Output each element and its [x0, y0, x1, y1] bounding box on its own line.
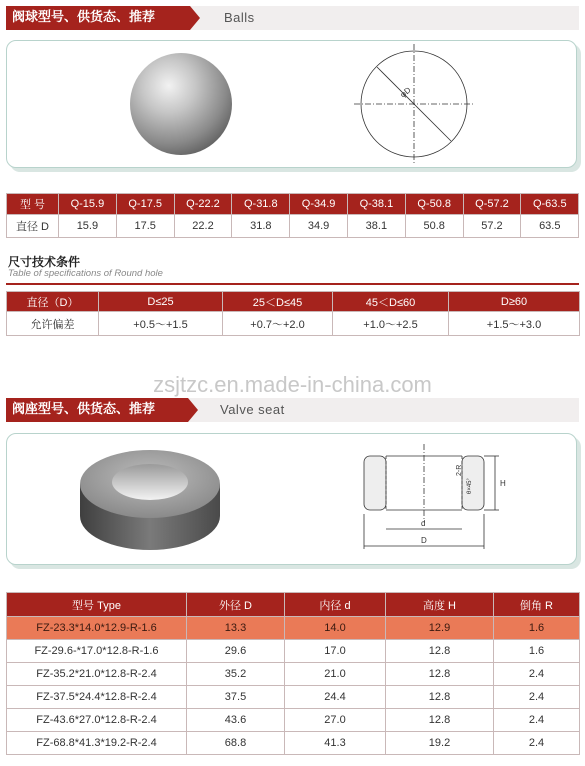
row-label: 直径 D: [7, 215, 59, 238]
ball-drawing: [354, 44, 474, 164]
seat-outer-dia: 29.6: [187, 640, 285, 663]
seat-title-cn: 阀座型号、供货态、推荐: [6, 398, 188, 422]
balls-image-panel: [6, 40, 577, 168]
seat-height: 12.8: [386, 663, 494, 686]
seat-chamfer: 2.4: [494, 686, 580, 709]
seat-outer-dia: 35.2: [187, 663, 285, 686]
balls-title-cn: 阀球型号、供货态、推荐: [6, 6, 190, 30]
ball-model: Q-31.8: [232, 194, 290, 215]
tolerance-value: +0.7～+2.0: [223, 312, 333, 336]
seat-header-cell: 倒角 R: [494, 593, 580, 617]
seat-outer-dia: 13.3: [187, 617, 285, 640]
balls-title-en: Balls: [224, 10, 255, 25]
seat-table-row: [7, 686, 580, 709]
tolerance-value: +0.5～+1.5: [99, 312, 223, 336]
ball-diameter: 38.1: [347, 215, 405, 238]
seat-type: FZ-37.5*24.4*12.8-R-2.4: [7, 686, 187, 709]
tolerance-table: [6, 291, 580, 336]
balls-model-row: [7, 194, 579, 215]
seat-height: 12.8: [386, 686, 494, 709]
tolerance-value: +1.0～+2.5: [333, 312, 449, 336]
seat-type: FZ-35.2*21.0*12.8-R-2.4: [7, 663, 187, 686]
seat-chamfer: 2.4: [494, 663, 580, 686]
ball-model: Q-34.9: [290, 194, 348, 215]
ball-diameter: 34.9: [290, 215, 348, 238]
tolerance-header-cell: 45＜D≤60: [333, 292, 449, 312]
seat-chamfer: 1.6: [494, 617, 580, 640]
tolerance-title-cn: 尺寸技术条件: [8, 255, 81, 269]
seat-header-row: [7, 593, 580, 617]
tolerance-row-label: 允许偏差: [7, 312, 99, 336]
seat-title-en: Valve seat: [220, 402, 285, 417]
seat-radius-label: 2-R: [456, 464, 463, 476]
seat-table-row: [7, 732, 580, 755]
seat-header-cell: 高度 H: [386, 593, 494, 617]
seat-inner-dia: 41.3: [285, 732, 386, 755]
seat-height: 19.2: [386, 732, 494, 755]
seat-type: FZ-29.6-*17.0*12.8-R-1.6: [7, 640, 187, 663]
balls-illustration: [7, 41, 576, 167]
ball-diameter: 57.2: [463, 215, 521, 238]
seat-height: 12.9: [386, 617, 494, 640]
ball-diameter: 17.5: [116, 215, 174, 238]
ball-diameter: 22.2: [174, 215, 232, 238]
row-label: 型 号: [7, 194, 59, 215]
seat-chamfer: 2.4: [494, 709, 580, 732]
seat-section-header: [6, 398, 579, 422]
ball-diameter: 15.9: [59, 215, 117, 238]
tolerance-header-cell: 直径（D）: [7, 292, 99, 312]
seat-chamfer-label: θ×45°: [467, 478, 473, 494]
seat-chamfer: 2.4: [494, 732, 580, 755]
balls-header-arrow: [190, 6, 200, 30]
seat-spec-table: [6, 592, 580, 755]
seat-outer-dia: 37.5: [187, 686, 285, 709]
seat-table-row: [7, 640, 580, 663]
tolerance-header-cell: D≤25: [99, 292, 223, 312]
tolerance-header-cell: 25＜D≤45: [223, 292, 333, 312]
seat-table-row: [7, 709, 580, 732]
seat-header-cell: 外径 D: [187, 593, 285, 617]
tolerance-header-row: [7, 292, 580, 312]
ball-model: Q-57.2: [463, 194, 521, 215]
seat-header-cell: 型号 Type: [7, 593, 187, 617]
seat-inner-dia: 21.0: [285, 663, 386, 686]
seat-header-cell: 内径 d: [285, 593, 386, 617]
tolerance-title-en: Table of specifications of Round hole: [8, 268, 163, 279]
seat-inner-dia: 24.4: [285, 686, 386, 709]
ball-model: Q-17.5: [116, 194, 174, 215]
balls-section-header: [6, 6, 579, 30]
tolerance-value-row: [7, 312, 580, 336]
seat-type: FZ-23.3*14.0*12.9-R-1.6: [7, 617, 187, 640]
balls-spec-table: [6, 193, 579, 238]
ball-diameter: 50.8: [405, 215, 463, 238]
seat-outer-dia: 68.8: [187, 732, 285, 755]
ball-model: Q-50.8: [405, 194, 463, 215]
balls-diameter-row: [7, 215, 579, 238]
valve-seat-ring-image: [80, 450, 220, 550]
seat-illustration: [7, 434, 576, 564]
ball-diameter-label: φD: [398, 85, 413, 100]
seat-table-row: [7, 617, 580, 640]
tolerance-value: +1.5～+3.0: [449, 312, 580, 336]
valve-seat-drawing: [364, 444, 499, 549]
seat-chamfer: 1.6: [494, 640, 580, 663]
seat-height: 12.8: [386, 709, 494, 732]
seat-inner-dia: 27.0: [285, 709, 386, 732]
ball-model: Q-63.5: [521, 194, 579, 215]
seat-type: FZ-68.8*41.3*19.2-R-2.4: [7, 732, 187, 755]
steel-ball-image: [130, 53, 232, 155]
seat-header-arrow: [188, 398, 198, 422]
seat-inner-dia-label: d: [421, 519, 426, 528]
seat-height-label: H: [500, 479, 506, 488]
ball-model: Q-15.9: [59, 194, 117, 215]
seat-type: FZ-43.6*27.0*12.8-R-2.4: [7, 709, 187, 732]
tolerance-divider: [6, 283, 579, 285]
seat-table-row: [7, 663, 580, 686]
seat-outer-dia: 43.6: [187, 709, 285, 732]
watermark-text: zsjtzc.en.made-in-china.com: [153, 372, 432, 397]
ball-model: Q-22.2: [174, 194, 232, 215]
seat-height: 12.8: [386, 640, 494, 663]
ball-diameter: 63.5: [521, 215, 579, 238]
seat-image-panel: [6, 433, 577, 565]
ball-diameter: 31.8: [232, 215, 290, 238]
seat-inner-dia: 17.0: [285, 640, 386, 663]
ball-model: Q-38.1: [347, 194, 405, 215]
seat-inner-dia: 14.0: [285, 617, 386, 640]
seat-outer-dia-label: D: [421, 536, 427, 545]
tolerance-header-cell: D≥60: [449, 292, 580, 312]
